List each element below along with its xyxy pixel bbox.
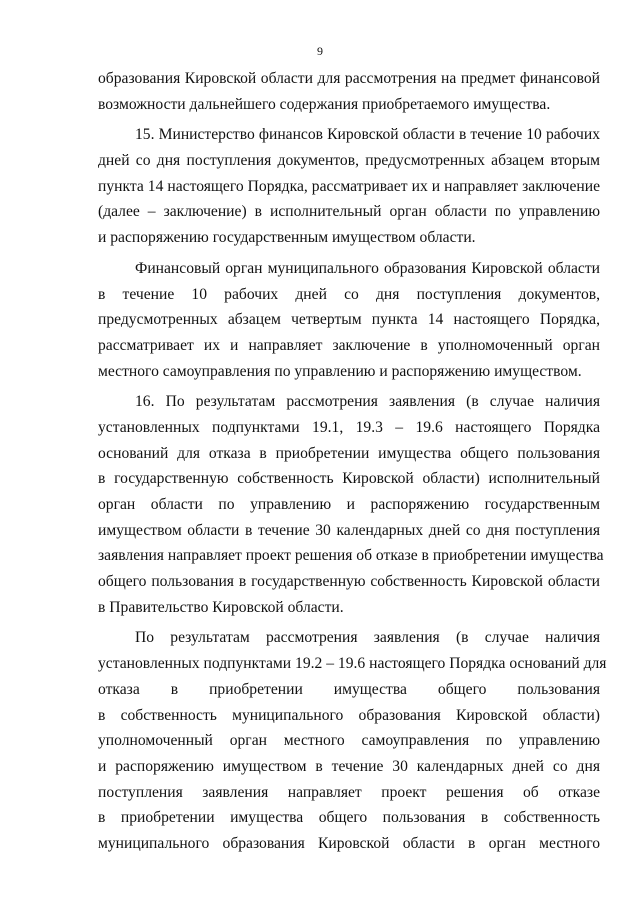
paragraph-continuation <box>98 66 600 117</box>
text-line: По результатам рассмотрения заявления (в случае наличия <box>135 629 600 647</box>
text-line: общего пользования в государственную собственность Кировской области <box>98 573 600 591</box>
paragraph-item-16 <box>98 389 604 620</box>
text-line: в приобретении имущества общего пользования в собственность <box>98 809 600 827</box>
text-line: дней со дня поступления документов, предусмотренных абзацем вторым <box>98 152 600 170</box>
text-line: 15. Министерство финансов Кировской области в течение 10 рабочих <box>135 126 600 144</box>
text-line: пункта 14 настоящего Порядка, рассматривает их и направляет заключение <box>98 177 600 195</box>
text-line: оснований для отказа в приобретении имущества общего пользования <box>98 444 600 462</box>
text-line: в государственную собственность Кировской области) исполнительный <box>98 470 600 488</box>
text-line: имуществом области в течение 30 календарных дней со дня поступления <box>98 521 600 539</box>
text-line: в течение 10 рабочих дней со дня поступления документов, <box>98 285 600 303</box>
text-line: в Правительство Кировской области. <box>98 598 344 616</box>
text-line: предусмотренных абзацем четвертым пункта 14 настоящего Порядка, <box>98 311 600 329</box>
page-number: 9 <box>317 44 323 58</box>
text-line: отказа в приобретении имущества общего пользования <box>98 680 600 698</box>
paragraph-item-15 <box>98 122 600 250</box>
text-line: муниципального образования Кировской области в орган местного <box>98 834 600 852</box>
text-line: орган области по управлению и распоряжению государственным <box>98 496 600 513</box>
text-line: (далее – заключение) в исполнительный орган области по управлению <box>98 203 600 221</box>
text-line: в собственность муниципального образования Кировской области) <box>98 706 600 724</box>
text-line: Финансовый орган муниципального образования Кировской области <box>135 259 600 277</box>
text-line: рассматривает их и направляет заключение в уполномоченный орган <box>98 336 600 354</box>
text-line: и распоряжению имуществом в течение 30 календарных дней со дня <box>98 757 600 775</box>
paragraph-financial-body <box>98 256 600 384</box>
text-line: уполномоченный орган местного самоуправления по управлению <box>98 732 600 750</box>
text-line: заявления направляет проект решения об отказе в приобретении имущества <box>98 547 604 565</box>
paragraph-municipal-refusal <box>98 625 607 856</box>
text-line: местного самоуправления по управлению и распоряжению имуществом. <box>98 362 582 380</box>
text-line: возможности дальнейшего содержания приобретаемого имущества. <box>98 95 551 113</box>
text-line: поступления заявления направляет проект решения об отказе <box>98 783 600 801</box>
text-line: и распоряжению государственным имуществом области. <box>98 229 476 247</box>
document-body <box>98 66 607 857</box>
text-line: установленных подпунктами 19.1, 19.3 – 19.6 настоящего Порядка <box>98 418 600 436</box>
text-line: 16. По результатам рассмотрения заявления (в случае наличия <box>135 393 600 411</box>
text-line: образования Кировской области для рассмотрения на предмет финансовой <box>98 70 600 87</box>
text-line: установленных подпунктами 19.2 – 19.6 настоящего Порядка оснований для <box>98 655 607 673</box>
